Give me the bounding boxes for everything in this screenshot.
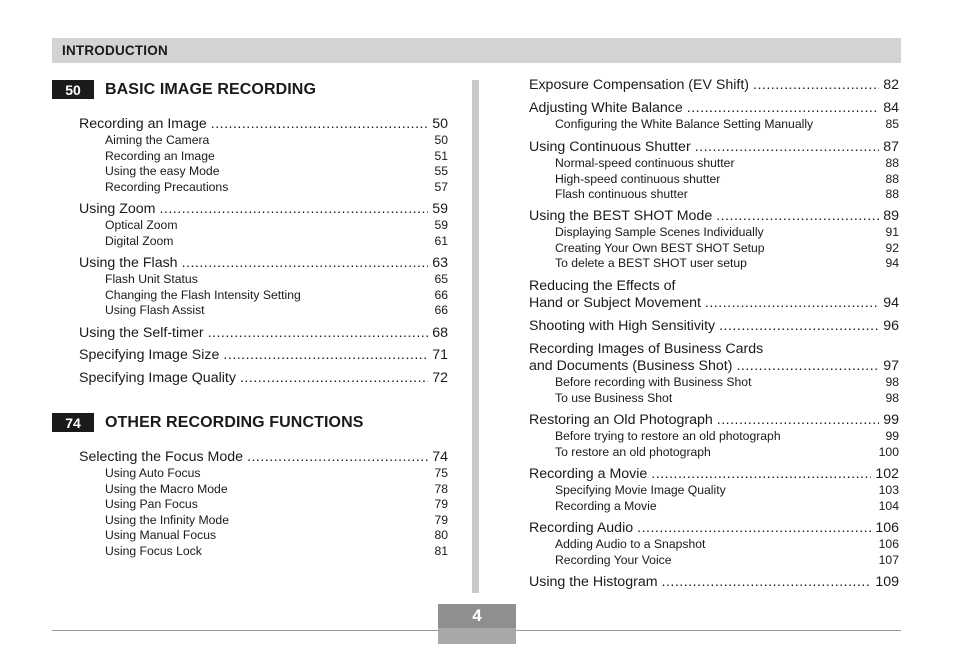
- toc-sub-entry-title: Using Focus Lock: [105, 543, 202, 558]
- toc-entry: [79, 370, 448, 387]
- dot-leader: [208, 325, 429, 342]
- toc-main-row[interactable]: [529, 466, 899, 483]
- toc-sub-entry-title: Using the easy Mode: [105, 164, 220, 179]
- toc-sub-page-number: 98: [885, 390, 899, 405]
- toc-entry: [529, 77, 899, 94]
- dot-leader: [247, 449, 428, 466]
- toc-sub-entry-title: Before trying to restore an old photograph: [555, 429, 781, 443]
- toc-main-row[interactable]: [79, 370, 448, 387]
- toc-page-number: 89: [883, 208, 899, 224]
- toc-sub-entry[interactable]: [529, 375, 899, 391]
- toc-sub-page-number: 91: [885, 225, 899, 239]
- toc-page-number: 50: [432, 116, 448, 132]
- toc-sub-page-number: 79: [434, 497, 448, 512]
- toc-entry: [529, 412, 899, 460]
- toc-sub-entry[interactable]: [529, 483, 899, 499]
- toc-sub-entry-title: Using Manual Focus: [105, 528, 217, 543]
- toc-sub-entry[interactable]: [529, 187, 899, 203]
- toc-entry: [529, 574, 899, 591]
- toc-sub-page-number: 61: [434, 233, 448, 248]
- dot-leader: [716, 208, 879, 225]
- dot-leader: [637, 520, 871, 537]
- toc-entry: [79, 116, 448, 195]
- dot-leader: [223, 347, 428, 364]
- toc-sub-page-number: 78: [434, 481, 448, 496]
- toc-page-number: 72: [432, 370, 448, 386]
- dot-leader: [753, 77, 879, 94]
- toc-entry-title: Selecting the Focus Mode: [79, 449, 244, 465]
- toc-sub-page-number: 98: [885, 375, 899, 389]
- toc-main-row[interactable]: [529, 100, 899, 117]
- toc-entry-title: Exposure Compensation (EV Shift): [529, 77, 750, 93]
- toc-sub-page-number: 51: [434, 148, 448, 163]
- toc-sub-page-number: 57: [434, 179, 448, 194]
- toc-sub-entry[interactable]: [79, 149, 448, 165]
- toc-sub-entry-title: High-speed continuous shutter: [555, 171, 721, 186]
- toc-main-row[interactable]: [529, 574, 899, 591]
- toc-page-number: 63: [432, 255, 448, 271]
- toc-sub-entry[interactable]: [529, 117, 899, 133]
- toc-sub-page-number: 75: [434, 466, 448, 480]
- toc-sub-entry-title: Recording a Movie: [555, 498, 657, 513]
- toc-sub-entry-title: Using Flash Assist: [105, 303, 205, 318]
- toc-sub-page-number: 88: [885, 156, 899, 170]
- toc-entry-title: Using the Self-timer: [79, 325, 204, 341]
- dot-leader: [705, 295, 879, 312]
- toc-entry: [529, 466, 899, 514]
- dot-leader: [240, 370, 428, 387]
- toc-sub-entry-title: Before recording with Business Shot: [555, 375, 752, 389]
- toc-entry-title: Using Continuous Shutter: [529, 139, 691, 155]
- column-divider: [472, 80, 479, 593]
- toc-entry-title: Recording a Movie: [529, 466, 648, 482]
- toc-entry-title: Using the BEST SHOT Mode: [529, 208, 713, 224]
- toc-sub-entry[interactable]: [79, 513, 448, 529]
- toc-sub-page-number: 103: [878, 483, 899, 497]
- dot-leader: [695, 139, 880, 156]
- toc-sub-entry[interactable]: [79, 466, 448, 482]
- toc-sub-entry[interactable]: [529, 553, 899, 569]
- toc-entry: [529, 278, 899, 312]
- toc-main-row[interactable]: [529, 208, 899, 225]
- toc-page-number: 59: [432, 201, 448, 217]
- toc-entry-title: Recording an Image: [79, 116, 207, 132]
- toc-sub-entry[interactable]: [79, 544, 448, 560]
- toc-sub-entry-title: Recording Precautions: [105, 179, 229, 194]
- dot-leader: [182, 255, 429, 272]
- toc-sub-entry-title: Creating Your Own BEST SHOT Setup: [555, 240, 765, 255]
- dot-leader: [211, 116, 428, 133]
- toc-sub-page-number: 94: [885, 256, 899, 271]
- toc-sub-entry-title: Optical Zoom: [105, 218, 178, 232]
- toc-main-row[interactable]: [79, 116, 448, 133]
- toc-entry: [529, 208, 899, 272]
- toc-sub-entry[interactable]: [79, 234, 448, 250]
- toc-sub-entry-title: Aiming the Camera: [105, 133, 210, 147]
- header-bar: [52, 38, 901, 63]
- header-title: INTRODUCTION: [62, 43, 168, 58]
- toc-sub-entry-title: Configuring the White Balance Setting Manually: [555, 117, 814, 131]
- toc-sub-entry-title: Specifying Movie Image Quality: [555, 483, 726, 497]
- toc-sub-entry[interactable]: [529, 256, 899, 272]
- toc-sub-page-number: 65: [434, 272, 448, 286]
- dot-leader: [159, 201, 428, 218]
- toc-main-row[interactable]: [529, 139, 899, 156]
- toc-sub-entry[interactable]: [529, 445, 899, 461]
- toc-main-row[interactable]: [79, 255, 448, 272]
- toc-sub-page-number: 50: [434, 133, 448, 147]
- toc-entry-title: Adjusting White Balance: [529, 100, 683, 116]
- toc-sub-entry[interactable]: [79, 180, 448, 196]
- toc-entry: [529, 341, 899, 406]
- section-heading-other-recording-functions: [52, 413, 364, 432]
- toc-sub-page-number: 104: [878, 498, 899, 513]
- toc-sub-entry-title: Flash Unit Status: [105, 272, 198, 286]
- toc-sub-page-number: 66: [434, 303, 448, 318]
- toc-sub-entry-title: To restore an old photograph: [555, 444, 711, 459]
- toc-sub-entry[interactable]: [529, 537, 899, 553]
- toc-sub-page-number: 100: [878, 444, 899, 459]
- toc-sub-entry[interactable]: [529, 225, 899, 241]
- toc-page-number: 106: [875, 520, 899, 536]
- toc-sub-entry[interactable]: [79, 272, 448, 288]
- toc-sub-entry-title: Using the Macro Mode: [105, 481, 228, 496]
- toc-main-row[interactable]: [529, 412, 899, 429]
- toc-entry-title: and Documents (Business Shot): [529, 358, 733, 374]
- toc-main-row[interactable]: [529, 318, 899, 335]
- toc-sub-entry[interactable]: [529, 429, 899, 445]
- toc-entry: [529, 100, 899, 133]
- toc-page-number: 68: [432, 325, 448, 341]
- section-heading-basic-image-recording: [52, 80, 316, 99]
- dot-leader: [736, 358, 879, 375]
- toc-entry: [79, 449, 448, 560]
- toc-sub-entry-title: Using the Infinity Mode: [105, 512, 229, 527]
- toc-main-row[interactable]: [79, 201, 448, 218]
- toc-main-row[interactable]: [79, 347, 448, 364]
- toc-entry-title: Using the Histogram: [529, 574, 658, 590]
- toc-sub-page-number: 55: [434, 164, 448, 179]
- toc-sub-page-number: 81: [434, 543, 448, 558]
- toc-page-number: 99: [883, 412, 899, 428]
- toc-sub-entry[interactable]: [79, 303, 448, 319]
- toc-entry-title: Hand or Subject Movement: [529, 295, 701, 311]
- toc-sub-entry-title: To delete a BEST SHOT user setup: [555, 256, 747, 271]
- toc-entry-title: Shooting with High Sensitivity: [529, 318, 716, 334]
- dot-leader: [687, 100, 879, 117]
- toc-page-number: 96: [883, 318, 899, 334]
- toc-entry-title: Using the Flash: [79, 255, 178, 271]
- toc-entry-title: Specifying Image Size: [79, 347, 220, 363]
- toc-entry: [529, 520, 899, 568]
- toc-page-number: 84: [883, 100, 899, 116]
- section-title: BASIC IMAGE RECORDING: [105, 80, 316, 98]
- toc-sub-entry[interactable]: [529, 499, 899, 515]
- toc-entry-title: Using Zoom: [79, 201, 156, 217]
- toc-main-row[interactable]: [529, 520, 899, 537]
- toc-entry: [79, 347, 448, 364]
- toc-sub-page-number: 88: [885, 187, 899, 202]
- section-number-badge: 74: [52, 413, 94, 432]
- toc-sub-entry-title: Changing the Flash Intensity Setting: [105, 287, 301, 302]
- toc-sub-page-number: 106: [878, 537, 899, 551]
- toc-sub-entry[interactable]: [79, 288, 448, 304]
- toc-sub-entry[interactable]: [529, 156, 899, 172]
- toc-sub-entry-title: Using Auto Focus: [105, 466, 201, 480]
- toc-sub-entry-title: Using Pan Focus: [105, 497, 198, 512]
- toc-sub-entry-title: Flash continuous shutter: [555, 187, 688, 202]
- toc-main-row[interactable]: [529, 358, 899, 375]
- toc-entry: [529, 318, 899, 335]
- toc-sub-entry[interactable]: [79, 218, 448, 234]
- toc-sub-entry[interactable]: [79, 482, 448, 498]
- toc-main-row[interactable]: [79, 449, 448, 466]
- toc-sub-page-number: 88: [885, 171, 899, 186]
- toc-sub-page-number: 80: [434, 528, 448, 543]
- section-number-badge: 50: [52, 80, 94, 99]
- dot-leader: [651, 466, 871, 483]
- toc-sub-entry[interactable]: [79, 164, 448, 180]
- toc-page-number: 74: [432, 449, 448, 465]
- toc-entry: [79, 201, 448, 249]
- toc-sub-entry-title: Normal-speed continuous shutter: [555, 156, 735, 170]
- toc-sub-entry[interactable]: [529, 241, 899, 257]
- toc-sub-entry-title: Adding Audio to a Snapshot: [555, 537, 706, 551]
- toc-entry-title: Recording Audio: [529, 520, 634, 536]
- page-number-tab: [438, 604, 516, 644]
- toc-sub-page-number: 99: [885, 429, 899, 443]
- toc-page-number: 109: [875, 574, 899, 590]
- toc-entry-title-line: Recording Images of Business Cards: [529, 341, 764, 357]
- toc-main-row[interactable]: [79, 325, 448, 342]
- dot-leader: [719, 318, 879, 335]
- toc-page-number: 82: [883, 77, 899, 93]
- toc-entry: [529, 139, 899, 203]
- toc-page-number: 94: [883, 295, 899, 311]
- toc-sub-entry[interactable]: [529, 391, 899, 407]
- toc-sub-page-number: 66: [434, 287, 448, 302]
- toc-sub-entry-title: Displaying Sample Scenes Individually: [555, 225, 764, 239]
- toc-sub-page-number: 92: [885, 240, 899, 255]
- toc-sub-entry-title: Recording an Image: [105, 148, 215, 163]
- toc-entry-title: Specifying Image Quality: [79, 370, 236, 386]
- toc-sub-entry-title: To use Business Shot: [555, 390, 673, 405]
- page-number: 4: [472, 606, 482, 625]
- toc-sub-page-number: 59: [434, 218, 448, 232]
- toc-page-number: 102: [875, 466, 899, 482]
- toc-sub-entry[interactable]: [79, 528, 448, 544]
- toc-sub-entry[interactable]: [529, 172, 899, 188]
- toc-page-number: 97: [883, 358, 899, 374]
- dot-leader: [717, 412, 879, 429]
- toc-sub-page-number: 85: [885, 117, 899, 131]
- toc-sub-entry-title: Digital Zoom: [105, 233, 174, 248]
- toc-main-row[interactable]: [529, 77, 899, 94]
- toc-page-number: 87: [883, 139, 899, 155]
- toc-sub-entry[interactable]: [79, 133, 448, 149]
- toc-main-row[interactable]: [529, 295, 899, 312]
- toc-entry: [79, 325, 448, 342]
- toc-page-number: 71: [432, 347, 448, 363]
- toc-sub-entry-title: Recording Your Voice: [555, 552, 672, 567]
- toc-sub-entry[interactable]: [79, 497, 448, 513]
- toc-entry-title: Restoring an Old Photograph: [529, 412, 713, 428]
- dot-leader: [662, 574, 872, 591]
- toc-sub-page-number: 79: [434, 512, 448, 527]
- toc-entry-title-line: Reducing the Effects of: [529, 278, 676, 294]
- toc-entry: [79, 255, 448, 319]
- toc-sub-page-number: 107: [878, 552, 899, 567]
- section-title: OTHER RECORDING FUNCTIONS: [105, 413, 364, 431]
